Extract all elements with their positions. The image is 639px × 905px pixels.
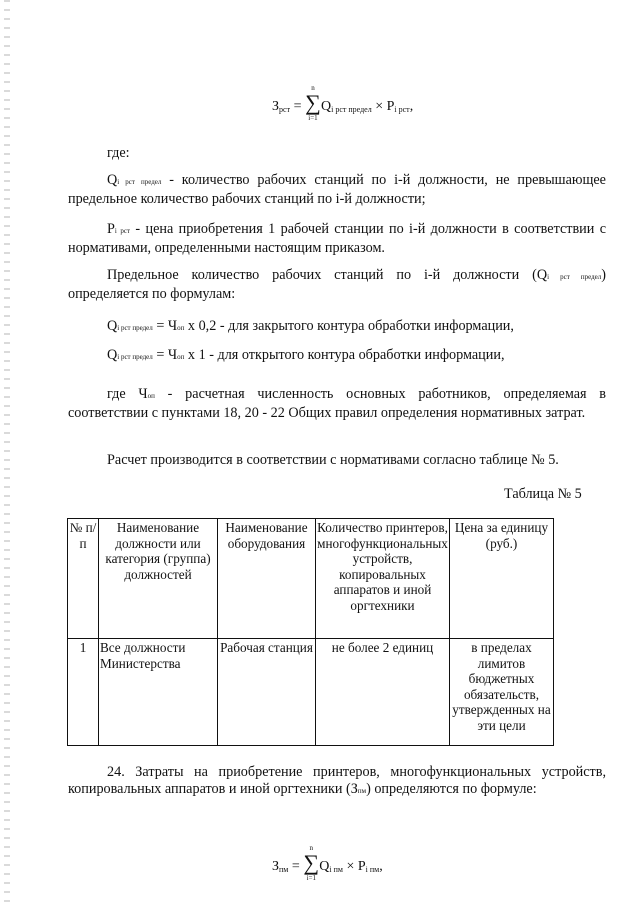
- sum-upper: n: [309, 844, 314, 852]
- where-label: где:: [107, 145, 130, 161]
- def-symbol: Q: [107, 172, 118, 188]
- formula-p-sub: i пм: [365, 865, 380, 874]
- paragraph-calculation: Расчет производится в соответствии с нормативами согласно таблице № 5.: [107, 452, 559, 468]
- def-text: - количество рабочих станций по i-й должности, не превышающее предельное количество рабочих станций по i-й должности;: [68, 172, 606, 207]
- formula-q-sub: i рст предел: [331, 105, 372, 114]
- f-ch: = Ч: [152, 318, 178, 334]
- table-header-row: [68, 519, 554, 639]
- formula-q: Q: [319, 859, 330, 874]
- f-text: x 0,2 - для закрытого контура обработки информации,: [184, 318, 514, 334]
- definition-q-workstations: [68, 172, 606, 208]
- f-ch: = Ч: [152, 347, 178, 363]
- formula-q-sub: i пм: [329, 865, 343, 874]
- th-equipment: Наименование оборудования: [218, 519, 316, 639]
- sum-upper: n: [311, 84, 315, 92]
- definition-p-workstations: [68, 221, 606, 257]
- para-pre: где Ч: [107, 386, 148, 402]
- f-q: Q: [107, 318, 118, 334]
- def-sub: i рст: [114, 227, 131, 235]
- td-number: 1: [68, 639, 99, 746]
- formula-eq: =: [293, 99, 302, 114]
- td-price: в пределах лимитов бюджетных обязательств, утвержденных на эти цели: [450, 639, 554, 746]
- formula-tail: ,: [409, 99, 414, 114]
- th-quantity: Количество принтеров, многофункциональных устройств, копировальных аппаратов и иной оргтехники: [316, 519, 450, 639]
- formula-lhs: З: [272, 859, 280, 874]
- sum-lower: i=1: [306, 874, 316, 882]
- formula-lhs-sub: рст: [279, 105, 291, 114]
- formula-p-sub: i рст: [394, 105, 410, 114]
- para-text: Предельное количество рабочих станций по i-й должности (Q: [107, 267, 548, 283]
- formula-printers-cost: [272, 844, 383, 882]
- td-equipment: Рабочая станция: [218, 639, 316, 746]
- para-sub: i рст предел: [547, 273, 602, 281]
- sum-symbol: n ∑ i=1: [303, 844, 320, 882]
- formula-times: ×: [346, 859, 355, 874]
- table-5: [67, 518, 554, 746]
- formula-tail: ,: [379, 859, 383, 874]
- formula-workstations-cost: [272, 84, 414, 122]
- th-position: Наименование должности или категория (группа) должностей: [99, 519, 218, 639]
- para-tail: ) определяются по формуле:: [366, 781, 537, 797]
- def-symbol: P: [107, 221, 115, 237]
- formula-lhs: З: [272, 99, 280, 114]
- th-number: № п/п: [68, 519, 99, 639]
- formula-times: ×: [375, 99, 384, 114]
- paragraph-24: [68, 764, 606, 800]
- para-sub: оп: [147, 392, 155, 400]
- f-q-sub: i рст предел: [117, 324, 153, 332]
- para-sub: пм: [357, 787, 367, 795]
- formula-p: P: [386, 99, 395, 114]
- table-caption: Таблица № 5: [504, 486, 582, 502]
- formula-q: Q: [320, 99, 332, 114]
- table-row: [68, 639, 554, 746]
- def-sub: i рст предел: [117, 178, 162, 186]
- formula-p: P: [357, 859, 366, 874]
- formula-closed-contour: [107, 318, 514, 337]
- f-q-sub: i рст предел: [117, 353, 153, 361]
- para-tail: ) определяется по формулам:: [68, 267, 606, 302]
- para-text: - расчетная численность основных работников, определяемая в соответствии с пунктами 18, 20 - 22 Общих правил определения нормативных затрат.: [68, 386, 606, 421]
- formula-lhs-sub: пм: [279, 865, 289, 874]
- td-position: Все должности Министерства: [99, 639, 218, 746]
- f-text: x 1 - для открытого контура обработки информации,: [184, 347, 505, 363]
- def-text: - цена приобретения 1 рабочей станции по i-й должности в соответствии с нормативами, определенными настоящим приказом.: [68, 221, 606, 256]
- paragraph-limit-count: [68, 267, 606, 303]
- f-q: Q: [107, 347, 118, 363]
- f-ch-sub: оп: [177, 353, 185, 361]
- formula-open-contour: [107, 347, 505, 366]
- td-quantity: не более 2 единиц: [316, 639, 450, 746]
- th-price: Цена за единицу (руб.): [450, 519, 554, 639]
- f-ch-sub: оп: [177, 324, 185, 332]
- sum-symbol: n ∑ i=1: [305, 84, 321, 122]
- sum-lower: i=1: [308, 114, 318, 122]
- scan-margin-dots: [4, 0, 10, 905]
- formula-eq: =: [291, 859, 300, 874]
- para-text: 24. Затраты на приобретение принтеров, многофункциональных устройств, копировальных аппаратов и иной оргтехники (З: [68, 764, 606, 797]
- paragraph-where-ch: [68, 386, 606, 422]
